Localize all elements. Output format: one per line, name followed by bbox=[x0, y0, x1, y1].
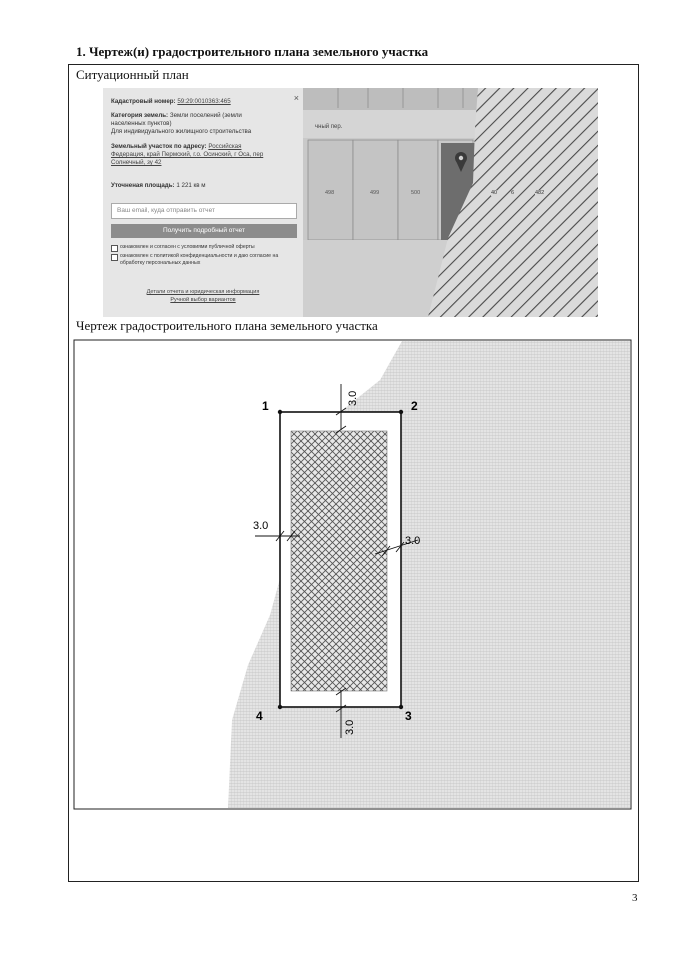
close-icon[interactable]: × bbox=[293, 93, 299, 103]
land-purpose: Для индивидуального жилищного строительства bbox=[111, 128, 252, 135]
corner-label-4: 4 bbox=[256, 709, 263, 723]
map-parcel-number: 500 bbox=[411, 190, 421, 196]
setback-left-label: 3.0 bbox=[253, 520, 269, 532]
address-label: Земельный участок по адресу: bbox=[111, 143, 207, 150]
map-street-label: чный пер. bbox=[315, 124, 343, 130]
buildable-zone bbox=[291, 431, 387, 691]
map-parcel-number: 6 bbox=[511, 190, 515, 196]
setback-bottom-label: 3.0 bbox=[344, 719, 356, 735]
setback-right-label: 3.0 bbox=[405, 535, 421, 547]
drawing-label: Чертеж градостроительного плана земельного участка bbox=[76, 318, 378, 333]
map-parcel-number: 499 bbox=[370, 190, 380, 196]
map-parcel-number: 482 bbox=[535, 190, 545, 196]
situational-plan-label: Ситуационный план bbox=[76, 67, 189, 82]
category-value: Земли поселений (земли bbox=[169, 112, 242, 119]
area-label: Уточненая площадь: bbox=[111, 182, 175, 189]
map-parcel-number: 40 bbox=[491, 190, 498, 196]
manual-selection-link[interactable]: Ручной выбор вариантов bbox=[170, 297, 236, 303]
privacy-consent-label: ознакомлен с политикой конфиденциальности и даю согласие на обработку персональных данных bbox=[120, 253, 279, 266]
corner-point bbox=[399, 410, 403, 414]
offer-consent-label: ознакомлен и согласен с условиями публичной оферты bbox=[120, 244, 255, 250]
report-details-link[interactable]: Детали отчета и юридическая информация bbox=[146, 289, 260, 295]
corner-point bbox=[278, 705, 282, 709]
corner-point bbox=[399, 705, 403, 709]
category-value-line2: населенных пунктов) bbox=[111, 120, 172, 127]
page-heading: 1. Чертеж(и) градостроительного плана земельного участка bbox=[76, 44, 429, 59]
corner-point bbox=[278, 410, 282, 414]
category-label: Категория земель: bbox=[111, 112, 169, 119]
get-report-button[interactable]: Получить подробный отчет bbox=[111, 224, 297, 238]
corner-label-1: 1 bbox=[262, 399, 269, 413]
area-value: 1 221 кв м bbox=[176, 182, 206, 189]
corner-label-2: 2 bbox=[411, 399, 418, 413]
cadastral-label: Кадастровый номер: bbox=[111, 98, 176, 105]
setback-top-label: 3.0 bbox=[347, 390, 359, 406]
map-parcel-number: 498 bbox=[325, 190, 335, 196]
cadastral-number-link[interactable]: 59:29:0010363:465 bbox=[177, 98, 231, 105]
email-input[interactable]: Ваш email, куда отправить отчет bbox=[111, 203, 297, 219]
page-number: 3 bbox=[632, 892, 638, 904]
address-link[interactable]: Российская bbox=[208, 143, 242, 150]
address-link-line3[interactable]: Солнечный, зу 42 bbox=[111, 159, 162, 166]
address-link-line2[interactable]: Федерация, край Пермский, г.о. Осинский, г Оса, пер bbox=[111, 151, 264, 158]
corner-label-3: 3 bbox=[405, 709, 412, 723]
